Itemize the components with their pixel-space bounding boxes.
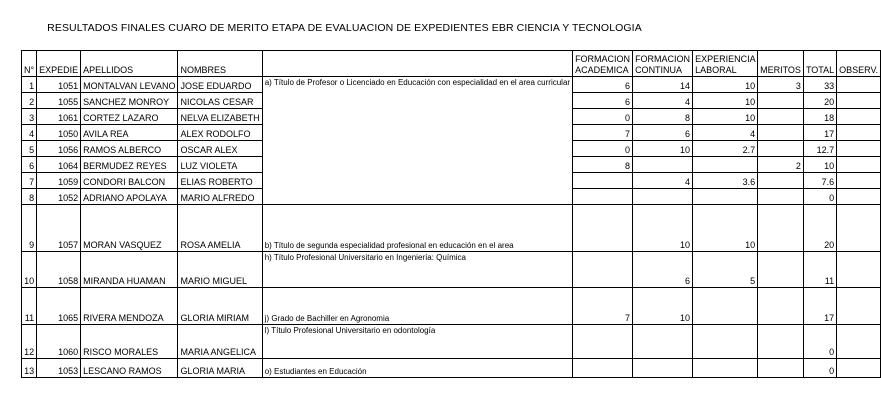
cell-nombres: ROSA AMELIA [178, 205, 262, 252]
cell-n: 5 [22, 141, 37, 157]
cell-apellidos: BERMUDEZ REYES [81, 157, 178, 173]
requirement-cell: j) Grado de Bachiller en Agronomia [262, 288, 572, 325]
cell-expediente: 1057 [37, 205, 81, 252]
cell-formacion-continua: 10 [633, 288, 693, 325]
cell-formacion-academica: 6 [573, 77, 633, 93]
cell-formacion-academica: 7 [573, 288, 633, 325]
cell-experiencia-laboral [693, 325, 758, 359]
page-title: RESULTADOS FINALES CUARO DE MERITO ETAPA DE EVALUACION DE EXPEDIENTES EBR CIENCIA Y TECNOLOGIA [47, 22, 642, 34]
cell-nombres: LUZ VIOLETA [178, 157, 262, 173]
header-nombres: NOMBRES [178, 51, 262, 77]
cell-nombres: ALEX RODOLFO [178, 125, 262, 141]
table-row [22, 205, 881, 252]
cell-n: 8 [22, 189, 37, 205]
cell-meritos: 3 [758, 77, 804, 93]
cell-nombres: NELVA ELIZABETH [178, 109, 262, 125]
cell-meritos [758, 125, 804, 141]
cell-nombres: MARIA ANGELICA [178, 325, 262, 359]
cell-meritos: 2 [758, 157, 804, 173]
cell-n: 3 [22, 109, 37, 125]
table-row [22, 252, 881, 288]
cell-apellidos: SANCHEZ MONROY [81, 93, 178, 109]
cell-total: 10 [803, 157, 836, 173]
cell-total: 17 [803, 288, 836, 325]
cell-formacion-continua: 6 [633, 125, 693, 141]
cell-n: 9 [22, 205, 37, 252]
cell-n: 11 [22, 288, 37, 325]
cell-formacion-academica [573, 189, 633, 205]
cell-expediente: 1061 [37, 109, 81, 125]
cell-n: 4 [22, 125, 37, 141]
cell-expediente: 1052 [37, 189, 81, 205]
table-row [22, 77, 881, 93]
cell-formacion-continua: 14 [633, 77, 693, 93]
cell-n: 12 [22, 325, 37, 359]
cell-formacion-academica [573, 173, 633, 189]
cell-experiencia-laboral [693, 359, 758, 378]
cell-nombres: MARIO ALFREDO [178, 189, 262, 205]
cell-expediente: 1058 [37, 252, 81, 288]
cell-experiencia-laboral [693, 157, 758, 173]
cell-total: 33 [803, 77, 836, 93]
cell-nombres: JOSE EDUARDO [178, 77, 262, 93]
cell-apellidos: MIRANDA HUAMAN [81, 252, 178, 288]
cell-formacion-continua [633, 189, 693, 205]
cell-total: 20 [803, 93, 836, 109]
header-experiencia-laboral: EXPERIENCIA LABORAL [693, 51, 758, 77]
header-total: TOTAL [803, 51, 836, 77]
cell-meritos [758, 252, 804, 288]
cell-observ [837, 93, 881, 109]
cell-experiencia-laboral: 4 [693, 125, 758, 141]
header-formacion-academica: FORMACION ACADEMICA [573, 51, 633, 77]
cell-nombres: GLORIA MIRIAM [178, 288, 262, 325]
header-apellidos: APELLIDOS [81, 51, 178, 77]
table-row [22, 359, 881, 378]
cell-total: 18 [803, 109, 836, 125]
results-table [21, 50, 881, 378]
requirement-cell: o) Estudiantes en Educación [262, 359, 572, 378]
cell-n: 13 [22, 359, 37, 378]
table-row [22, 288, 881, 325]
header-requirement [262, 51, 572, 77]
cell-apellidos: CONDORI BALCON [81, 173, 178, 189]
cell-n: 2 [22, 93, 37, 109]
cell-meritos [758, 173, 804, 189]
cell-expediente: 1055 [37, 93, 81, 109]
cell-meritos [758, 205, 804, 252]
header-expediente: EXPEDIE [37, 51, 81, 77]
cell-nombres: OSCAR ALEX [178, 141, 262, 157]
cell-formacion-continua: 10 [633, 141, 693, 157]
cell-apellidos: RIVERA MENDOZA [81, 288, 178, 325]
cell-observ [837, 288, 881, 325]
cell-expediente: 1056 [37, 141, 81, 157]
cell-nombres: GLORIA MARIA [178, 359, 262, 378]
cell-experiencia-laboral: 10 [693, 93, 758, 109]
table-row [22, 325, 881, 359]
cell-apellidos: MONTALVAN LEVANO [81, 77, 178, 93]
cell-formacion-academica: 0 [573, 109, 633, 125]
cell-formacion-continua: 4 [633, 173, 693, 189]
cell-observ [837, 205, 881, 252]
cell-n: 7 [22, 173, 37, 189]
cell-experiencia-laboral: 10 [693, 205, 758, 252]
cell-nombres: ELIAS ROBERTO [178, 173, 262, 189]
cell-nombres: NICOLAS CESAR [178, 93, 262, 109]
cell-nombres: MARIO MIGUEL [178, 252, 262, 288]
cell-apellidos: RAMOS ALBERCO [81, 141, 178, 157]
cell-observ [837, 109, 881, 125]
requirement-cell: a) Título de Profesor o Licenciado en Educación con especialidad en el area curricular [262, 77, 572, 205]
cell-apellidos: CORTEZ LAZARO [81, 109, 178, 125]
cell-experiencia-laboral: 5 [693, 252, 758, 288]
cell-formacion-academica: 6 [573, 93, 633, 109]
requirement-cell: h) Título Profesional Universitario en Ingeniería: Química [262, 252, 572, 288]
header-observ: OBSERV. [837, 51, 881, 77]
cell-n: 1 [22, 77, 37, 93]
cell-apellidos: RISCO MORALES [81, 325, 178, 359]
cell-formacion-academica [573, 205, 633, 252]
cell-observ [837, 141, 881, 157]
cell-formacion-academica [573, 252, 633, 288]
cell-observ [837, 359, 881, 378]
cell-experiencia-laboral: 2.7 [693, 141, 758, 157]
cell-experiencia-laboral: 10 [693, 77, 758, 93]
cell-expediente: 1065 [37, 288, 81, 325]
cell-formacion-academica [573, 359, 633, 378]
cell-meritos [758, 325, 804, 359]
cell-expediente: 1060 [37, 325, 81, 359]
requirement-cell: l) Título Profesional Universitario en odontología [262, 325, 572, 359]
cell-expediente: 1053 [37, 359, 81, 378]
cell-meritos [758, 109, 804, 125]
cell-formacion-continua: 6 [633, 252, 693, 288]
cell-experiencia-laboral: 3.6 [693, 173, 758, 189]
cell-formacion-continua: 8 [633, 109, 693, 125]
cell-total: 11 [803, 252, 836, 288]
cell-total: 0 [803, 189, 836, 205]
header-row [22, 51, 881, 77]
cell-formacion-continua: 4 [633, 93, 693, 109]
cell-observ [837, 173, 881, 189]
cell-meritos [758, 189, 804, 205]
cell-formacion-continua [633, 325, 693, 359]
cell-observ [837, 189, 881, 205]
cell-observ [837, 125, 881, 141]
cell-total: 20 [803, 205, 836, 252]
cell-observ [837, 325, 881, 359]
requirement-cell: b) Título de segunda especialidad profesional en educación en el area [262, 205, 572, 252]
cell-total: 12.7 [803, 141, 836, 157]
header-meritos: MERITOS [758, 51, 804, 77]
cell-expediente: 1064 [37, 157, 81, 173]
cell-meritos [758, 141, 804, 157]
cell-meritos [758, 288, 804, 325]
cell-apellidos: ADRIANO APOLAYA [81, 189, 178, 205]
cell-total: 17 [803, 125, 836, 141]
cell-formacion-continua [633, 359, 693, 378]
cell-formacion-continua: 10 [633, 205, 693, 252]
cell-expediente: 1050 [37, 125, 81, 141]
cell-total: 0 [803, 325, 836, 359]
cell-expediente: 1059 [37, 173, 81, 189]
header-n: N° [22, 51, 37, 77]
cell-experiencia-laboral: 10 [693, 109, 758, 125]
cell-expediente: 1051 [37, 77, 81, 93]
cell-meritos [758, 93, 804, 109]
cell-formacion-academica: 7 [573, 125, 633, 141]
cell-apellidos: LESCANO RAMOS [81, 359, 178, 378]
cell-meritos [758, 359, 804, 378]
cell-n: 6 [22, 157, 37, 173]
cell-observ [837, 252, 881, 288]
cell-observ [837, 157, 881, 173]
cell-observ [837, 77, 881, 93]
cell-formacion-academica: 0 [573, 141, 633, 157]
cell-n: 10 [22, 252, 37, 288]
cell-apellidos: MORAN VASQUEZ [81, 205, 178, 252]
cell-formacion-academica: 8 [573, 157, 633, 173]
cell-total: 7.6 [803, 173, 836, 189]
cell-formacion-continua [633, 157, 693, 173]
header-formacion-continua: FORMACION CONTINUA [633, 51, 693, 77]
cell-total: 0 [803, 359, 836, 378]
cell-experiencia-laboral [693, 288, 758, 325]
cell-apellidos: AVILA REA [81, 125, 178, 141]
cell-experiencia-laboral [693, 189, 758, 205]
cell-formacion-academica [573, 325, 633, 359]
